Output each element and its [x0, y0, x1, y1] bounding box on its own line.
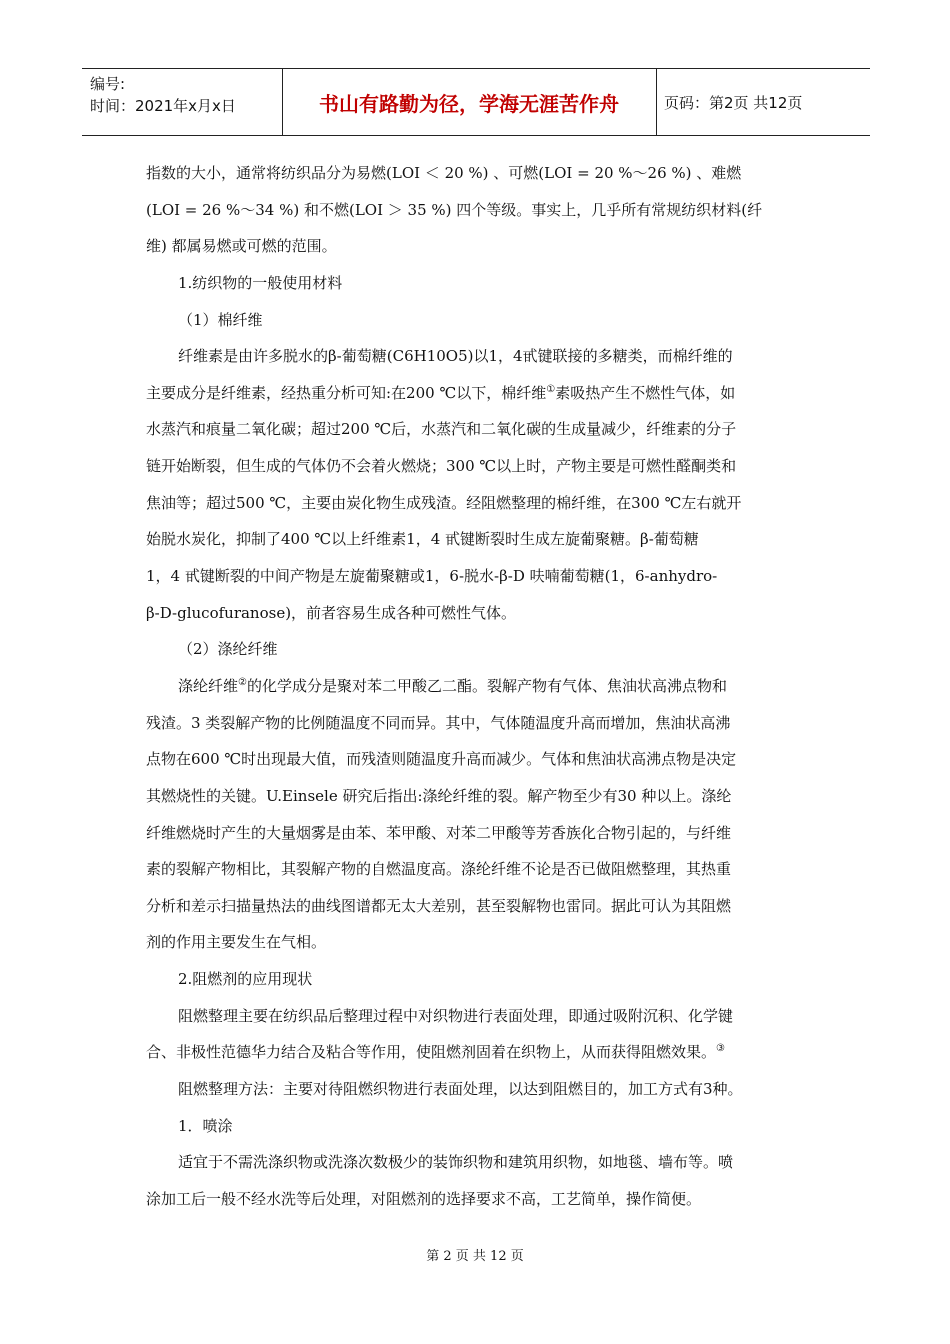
text-line: 阻燃整理方法：主要对待阻燃织物进行表面处理，以达到阻燃目的，加工方式有3种。	[178, 1080, 743, 1099]
text-line	[146, 1034, 806, 1071]
text-segment: 主要成分是纤维素，经热重分析可知:在200 ℃以下，棉纤维	[146, 383, 547, 402]
text-line	[146, 668, 806, 705]
text-line: 始脱水炭化，抑制了400 ℃以上纤维素1，4 甙键断裂时生成左旋葡聚糖。β-葡萄糖	[146, 530, 699, 549]
body-text	[146, 155, 806, 1218]
subsection-heading: （1）棉纤维	[178, 310, 263, 329]
header-page-info: 页码：第2页 共12页	[664, 93, 803, 112]
text-line: 分析和差示扫描量热法的曲线图谱都无太大差别，甚至裂解物也雷同。据此可认为其阻燃	[146, 896, 732, 915]
text-segment: 素吸热产生不燃性气体，如	[555, 383, 736, 402]
page-header	[82, 68, 870, 136]
subsection-heading: （2）涤纶纤维	[178, 640, 278, 659]
text-line: 点物在600 ℃时出现最大值，而残渣则随温度升高而减少。气体和焦油状高沸点物是决定	[146, 750, 737, 769]
text-segment: 涤纶纤维	[178, 676, 239, 695]
text-segment: 合、非极性范德华力结合及粘合等作用，使阻燃剂固着在织物上，从而获得阻燃效果。	[146, 1043, 717, 1062]
text-line: 剂的作用主要发生在气相。	[146, 933, 327, 952]
serial-label: 编号:	[90, 75, 126, 93]
text-line: 指数的大小，通常将纺织品分为易燃(LOI ＜ 20 %) 、可燃(LOI = 20 %～26 %) 、难燃	[146, 164, 742, 182]
footnote-marker: ③	[716, 1043, 725, 1055]
text-line: 素的裂解产物相比，其裂解产物的自燃温度高。涤纶纤维不论是否已做阻燃整理，其热重	[146, 860, 732, 879]
text-line	[146, 375, 806, 412]
text-line: 其燃烧性的关键。U.Einsele 研究后指出:涤纶纤维的裂。解产物至少有30 种以上。涤纶	[146, 786, 732, 805]
text-line: β-D-glucofuranose)，前者容易生成各种可燃性气体。	[146, 603, 517, 622]
text-line: 适宜于不需洗涤织物或洗涤次数极少的装饰织物和建筑用织物，如地毯、墙布等。喷	[178, 1153, 734, 1172]
section-heading: 1．喷涂	[178, 1116, 233, 1135]
section-heading: 1.纺织物的一般使用材料	[178, 273, 343, 292]
header-divider	[656, 69, 657, 135]
section-heading: 2.阻燃剂的应用现状	[178, 970, 313, 989]
footnote-marker: ①	[546, 383, 556, 395]
text-line: (LOI = 26 %～34 %) 和不燃(LOI ＞ 35 %) 四个等级。事实上，几乎所有常规纺织材料(纤	[146, 200, 763, 219]
text-line: 纤维燃烧时产生的大量烟雾是由苯、苯甲酸、对苯二甲酸等芳香族化合物引起的，与纤维	[146, 823, 732, 842]
text-line: 阻燃整理主要在纺织品后整理过程中对织物进行表面处理，即通过吸附沉积、化学键	[178, 1006, 734, 1025]
footnote-marker: ②	[238, 676, 247, 688]
header-meta	[90, 73, 280, 117]
text-line: 纤维素是由许多脱水的β-葡萄糖(C6H10O5)以1，4甙键联接的多糖类，而棉纤维的	[178, 347, 733, 366]
text-line: 链开始断裂，但生成的气体仍不会着火燃烧；300 ℃以上时，产物主要是可燃性醛酮类和	[146, 457, 737, 476]
text-line: 焦油等；超过500 ℃，主要由炭化物生成残渣。经阻燃整理的棉纤维，在300 ℃左右就开	[146, 493, 742, 512]
text-segment: 的化学成分是聚对苯二甲酸乙二酯。裂解产物有气体、焦油状高沸点物和	[246, 676, 727, 695]
text-line: 1，4 甙键断裂的中间产物是左旋葡聚糖或1，6-脱水-β-D 呋喃葡萄糖(1，6-anhydro-	[146, 567, 718, 586]
text-line: 涂加工后一般不经水洗等后处理，对阻燃剂的选择要求不高，工艺简单，操作简便。	[146, 1189, 702, 1208]
text-line: 水蒸汽和痕量二氧化碳；超过200 ℃后，水蒸汽和二氧化碳的生成量减少，纤维素的分子	[146, 420, 737, 439]
header-motto: 书山有路勤为径，学海无涯苦作舟	[319, 91, 619, 116]
date-label: 时间：2021年x月x日	[90, 97, 236, 115]
text-line: 维) 都属易燃或可燃的范围。	[146, 237, 337, 256]
page-footer: 第 2 页 共 12 页	[426, 1249, 524, 1264]
text-line: 残渣。3 类裂解产物的比例随温度不同而异。其中，气体随温度升高而增加，焦油状高沸	[146, 713, 731, 732]
